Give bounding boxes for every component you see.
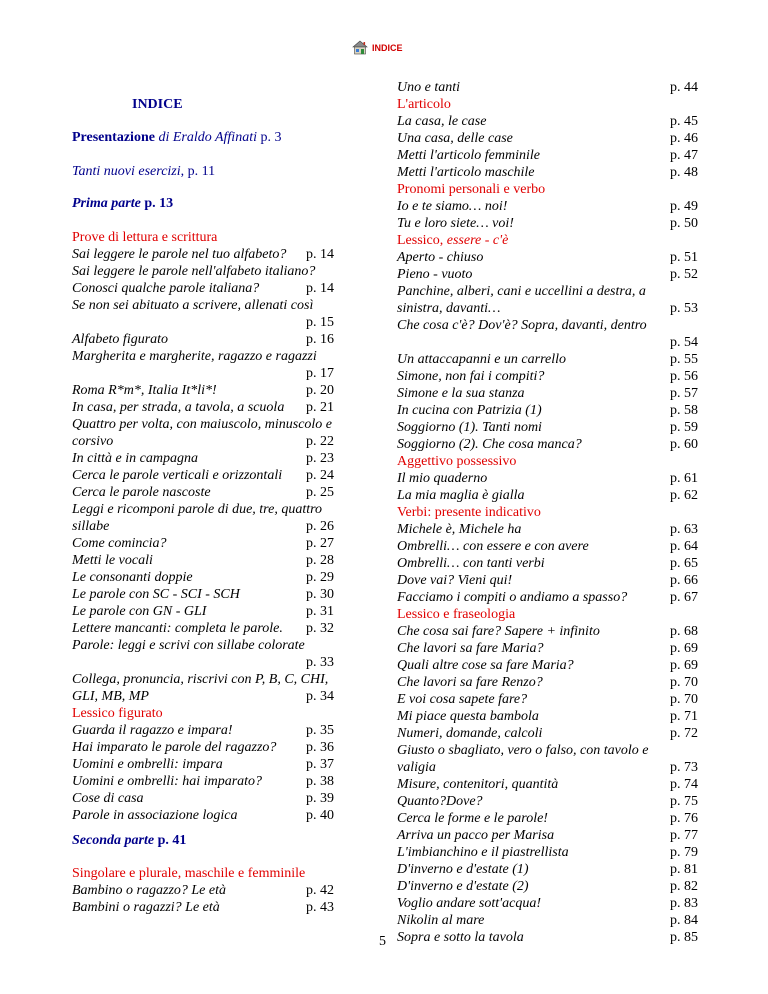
toc-entry-page: p. 26: [306, 519, 334, 534]
seconda-parte-page: p. 41: [157, 833, 187, 848]
section-heading: [397, 232, 698, 249]
toc-entry[interactable]: [72, 535, 334, 552]
toc-entry[interactable]: [397, 623, 698, 640]
toc-entry-page: p. 59: [670, 420, 698, 435]
toc-entry-title: Alfabeto figurato: [72, 332, 169, 347]
toc-entry-title: Metti l'articolo maschile: [397, 165, 535, 180]
toc-entry[interactable]: [72, 671, 334, 688]
toc-entry[interactable]: [397, 215, 698, 232]
toc-entry-page: p. 25: [306, 485, 334, 500]
toc-entry-title: Ombrelli… con essere e con avere: [397, 539, 589, 554]
toc-entry[interactable]: [397, 555, 698, 572]
home-icon: [352, 40, 368, 55]
toc-entry-title: In città e in campagna: [72, 451, 198, 466]
toc-entry-title: Che lavori sa fare Renzo?: [397, 675, 543, 690]
toc-entry[interactable]: [72, 382, 334, 399]
toc-entry[interactable]: [72, 603, 334, 620]
toc-entry-title: Sopra e sotto la tavola: [397, 930, 524, 945]
toc-entry-page: p. 58: [670, 403, 698, 418]
toc-entry-page: p. 33: [306, 655, 334, 670]
toc-entry-page: p. 83: [670, 896, 698, 911]
toc-entry-title: Le parole con GN - GLI: [72, 604, 207, 619]
toc-entry-title: Sai leggere le parole nel tuo alfabeto?: [72, 247, 287, 262]
toc-entry[interactable]: [397, 708, 698, 725]
toc-entry-page: p. 65: [670, 556, 698, 571]
toc-entry[interactable]: [397, 657, 698, 674]
toc-entry-title: Ombrelli… con tanti verbi: [397, 556, 545, 571]
toc-entry-page: p. 40: [306, 808, 334, 823]
toc-entry-page: p. 30: [306, 587, 334, 602]
section-heading-text: Lessico,: [397, 233, 447, 248]
toc-entry-page: p. 32: [306, 621, 334, 636]
toc-entry[interactable]: [397, 521, 698, 538]
section-heading: [397, 96, 698, 113]
toc-entry-page: p. 14: [306, 247, 334, 262]
toc-entry[interactable]: [397, 793, 698, 810]
toc-entry[interactable]: [72, 365, 334, 382]
toc-entry[interactable]: [397, 385, 698, 402]
toc-entry[interactable]: [397, 147, 698, 164]
toc-entry-page: p. 55: [670, 352, 698, 367]
toc-entry-page: p. 62: [670, 488, 698, 503]
toc-entry-title: sinistra, davanti…: [397, 301, 501, 316]
toc-entry[interactable]: [72, 790, 334, 807]
toc-entry-page: p. 68: [670, 624, 698, 639]
toc-entry-title: Cerca le parole verticali e orizzontali: [72, 468, 283, 483]
toc-entry-title: La mia maglia è gialla: [397, 488, 525, 503]
toc-entry-title: Bambino o ragazzo? Le età: [72, 883, 226, 898]
toc-entry-title: Roma R*m*, Italia It*li*!: [72, 383, 217, 398]
toc-entry-page: p. 57: [670, 386, 698, 401]
toc-entry-title: Margherita e margherite, ragazzo e ragazzi: [72, 349, 317, 364]
tanti-entry: [72, 163, 334, 180]
toc-entry[interactable]: [397, 402, 698, 419]
toc-entry[interactable]: [397, 742, 698, 759]
toc-entry-page: p. 35: [306, 723, 334, 738]
section-heading-text: Aggettivo possessivo: [397, 454, 517, 469]
toc-entry-title: Parole: leggi e scrivi con sillabe colorate: [72, 638, 305, 653]
toc-entry[interactable]: [397, 572, 698, 589]
toc-entry-page: p. 24: [306, 468, 334, 483]
toc-entry-title: Nikolin al mare: [397, 913, 485, 928]
toc-entry-title: corsivo: [72, 434, 114, 449]
toc-entry-page: p. 34: [306, 689, 334, 704]
toc-entry-page: p. 37: [306, 757, 334, 772]
toc-entry-page: p. 63: [670, 522, 698, 537]
toc-entry[interactable]: [72, 263, 334, 280]
toc-entry-title: La casa, le case: [397, 114, 487, 129]
toc-entry-title: Pieno - vuoto: [397, 267, 473, 282]
presentazione-entry: [72, 129, 334, 146]
toc-entry[interactable]: [72, 297, 334, 314]
prima-parte-label: Prima parte: [72, 196, 141, 211]
toc-entry[interactable]: [72, 518, 334, 535]
toc-entry-page: p. 75: [670, 794, 698, 809]
toc-entry[interactable]: [397, 317, 698, 334]
section-heading: [397, 606, 698, 623]
toc-entry-page: p. 67: [670, 590, 698, 605]
toc-entry[interactable]: [397, 895, 698, 912]
toc-entry-page: p. 39: [306, 791, 334, 806]
toc-entry[interactable]: [72, 416, 334, 433]
section-heading: [397, 181, 698, 198]
toc-entry[interactable]: [397, 249, 698, 266]
toc-entry-title: Uno e tanti: [397, 80, 460, 95]
toc-entry[interactable]: [397, 912, 698, 929]
toc-entry-title: D'inverno e d'estate (2): [397, 879, 529, 894]
toc-entry[interactable]: [397, 164, 698, 181]
toc-entry[interactable]: [397, 640, 698, 657]
toc-entry-title: Panchine, alberi, cani e uccellini a destra, a: [397, 284, 646, 299]
toc-entry-page: p. 21: [306, 400, 334, 415]
section-heading-italic: essere - c'è: [446, 233, 509, 248]
toc-entry-title: Guarda il ragazzo e impara!: [72, 723, 233, 738]
toc-entry-title: Come comincia?: [72, 536, 167, 551]
toc-entry[interactable]: [397, 827, 698, 844]
toc-entry[interactable]: [397, 929, 698, 946]
page-number: 5: [379, 934, 386, 949]
toc-entry-page: p. 52: [670, 267, 698, 282]
toc-entry[interactable]: [397, 810, 698, 827]
toc-entry-title: Quattro per volta, con maiuscolo, minuscolo e: [72, 417, 333, 432]
toc-entry-title: Hai imparato le parole del ragazzo?: [72, 740, 277, 755]
toc-entry-page: p. 14: [306, 281, 334, 296]
toc-entry-title: Uomini e ombrelli: hai imparato?: [72, 774, 263, 789]
toc-entry-page: p. 72: [670, 726, 698, 741]
toc-entry-page: p. 36: [306, 740, 334, 755]
presentazione-label: Presentazione: [72, 130, 155, 145]
toc-entry[interactable]: [397, 776, 698, 793]
toc-entry-title: Lettere mancanti: completa le parole.: [72, 621, 283, 636]
prima-parte: [72, 195, 334, 212]
toc-entry-page: p. 23: [306, 451, 334, 466]
tanti-page: , p. 11: [180, 164, 216, 179]
toc-entry[interactable]: [72, 586, 334, 603]
toc-entry-title: Simone e la sua stanza: [397, 386, 525, 401]
toc-entry[interactable]: [72, 331, 334, 348]
toc-entry-title: GLI, MB, MP: [72, 689, 149, 704]
toc-entry[interactable]: [397, 198, 698, 215]
seconda-parte: [72, 832, 334, 849]
toc-entry[interactable]: [72, 739, 334, 756]
toc-entry[interactable]: [397, 861, 698, 878]
toc-entry[interactable]: [72, 756, 334, 773]
toc-entry-title: Soggiorno (2). Che cosa manca?: [397, 437, 582, 452]
index-title: [132, 96, 334, 113]
toc-entry-title: Dove vai? Vieni qui!: [397, 573, 513, 588]
toc-entry-title: valigia: [397, 760, 436, 775]
toc-entry-page: p. 20: [306, 383, 334, 398]
index-title-text: INDICE: [132, 97, 183, 112]
toc-entry-page: p. 85: [670, 930, 698, 945]
toc-entry-title: Sai leggere le parole nell'alfabeto italiano?: [72, 264, 316, 279]
toc-entry-page: p. 27: [306, 536, 334, 551]
toc-entry-page: p. 43: [306, 900, 334, 915]
toc-entry-page: p. 79: [670, 845, 698, 860]
presentazione-page: p. 3: [260, 130, 282, 145]
toc-entry-title: Michele è, Michele ha: [397, 522, 522, 537]
toc-entry-page: p. 28: [306, 553, 334, 568]
toc-entry-title: Numeri, domande, calcoli: [397, 726, 543, 741]
toc-entry-title: Se non sei abituato a scrivere, allenati così: [72, 298, 314, 313]
toc-entry[interactable]: [72, 807, 334, 824]
toc-entry-title: Un attaccapanni e un carrello: [397, 352, 567, 367]
toc-entry-title: E voi cosa sapete fare?: [397, 692, 528, 707]
section-heading-text: Singolare e plurale, maschile e femminile: [72, 866, 306, 881]
toc-entry-page: p. 66: [670, 573, 698, 588]
toc-entry[interactable]: [72, 569, 334, 586]
toc-entry-page: p. 70: [670, 675, 698, 690]
toc-entry-page: p. 16: [306, 332, 334, 347]
toc-entry[interactable]: [397, 266, 698, 283]
section-heading-text: L'articolo: [397, 97, 451, 112]
toc-entry-title: Mi piace questa bambola: [397, 709, 539, 724]
prima-parte-page: p. 13: [144, 196, 174, 211]
toc-entry-title: Aperto - chiuso: [397, 250, 484, 265]
toc-entry-title: Uomini e ombrelli: impara: [72, 757, 223, 772]
toc-entry-title: Parole in associazione logica: [72, 808, 238, 823]
toc-entry[interactable]: [72, 637, 334, 654]
toc-entry[interactable]: [397, 368, 698, 385]
toc-entry[interactable]: [397, 283, 698, 300]
toc-entry-page: p. 73: [670, 760, 698, 775]
toc-entry-title: Tu e loro siete… voi!: [397, 216, 514, 231]
toc-entry-title: Metti l'articolo femminile: [397, 148, 540, 163]
toc-entry-title: Cose di casa: [72, 791, 144, 806]
toc-entry-page: p. 64: [670, 539, 698, 554]
toc-entry[interactable]: [72, 899, 334, 916]
toc-entry-page: p. 45: [670, 114, 698, 129]
toc-entry-page: p. 31: [306, 604, 334, 619]
toc-entry-title: sillabe: [72, 519, 110, 534]
toc-entry[interactable]: [72, 467, 334, 484]
toc-entry[interactable]: [397, 113, 698, 130]
toc-entry[interactable]: [397, 589, 698, 606]
toc-entry[interactable]: [72, 688, 334, 705]
section-heading: [397, 504, 698, 521]
toc-entry-page: p. 56: [670, 369, 698, 384]
toc-entry-title: Giusto o sbagliato, vero o falso, con tavolo e: [397, 743, 649, 758]
toc-entry-page: p. 29: [306, 570, 334, 585]
presentazione-author: di Eraldo Affinati: [158, 130, 257, 145]
toc-entry-title: Che cosa c'è? Dov'è? Sopra, davanti, dentro: [397, 318, 647, 333]
toc-entry-page: p. 53: [670, 301, 698, 316]
toc-entry[interactable]: [72, 882, 334, 899]
toc-entry-page: p. 77: [670, 828, 698, 843]
toc-entry-title: Leggi e ricomponi parole di due, tre, quattro: [72, 502, 323, 517]
toc-entry-title: Che lavori sa fare Maria?: [397, 641, 544, 656]
toc-entry[interactable]: [72, 450, 334, 467]
seconda-parte-label: Seconda parte: [72, 833, 155, 848]
toc-entry[interactable]: [397, 844, 698, 861]
toc-entry[interactable]: [397, 419, 698, 436]
toc-entry[interactable]: [72, 314, 334, 331]
toc-entry[interactable]: [72, 348, 334, 365]
toc-entry[interactable]: [397, 674, 698, 691]
toc-entry-title: Misure, contenitori, quantità: [397, 777, 559, 792]
toc-entry[interactable]: [397, 878, 698, 895]
index-nav-link[interactable]: [352, 40, 403, 55]
toc-entry-page: p. 44: [670, 80, 698, 95]
toc-entry-title: Bambini o ragazzi? Le età: [72, 900, 220, 915]
toc-entry[interactable]: [397, 538, 698, 555]
toc-entry-title: Simone, non fai i compiti?: [397, 369, 545, 384]
toc-entry-page: p. 81: [670, 862, 698, 877]
toc-entry-title: Arriva un pacco per Marisa: [397, 828, 555, 843]
toc-entry-page: p. 17: [306, 366, 334, 381]
toc-entry[interactable]: [72, 280, 334, 297]
toc-entry[interactable]: [397, 487, 698, 504]
toc-entry[interactable]: [72, 246, 334, 263]
toc-entry[interactable]: [397, 300, 698, 317]
toc-entry-page: p. 38: [306, 774, 334, 789]
toc-entry-page: p. 47: [670, 148, 698, 163]
section-heading-text: Lessico e fraseologia: [397, 607, 516, 622]
toc-entry-page: p. 70: [670, 692, 698, 707]
toc-entry-title: Una casa, delle case: [397, 131, 513, 146]
toc-entry[interactable]: [397, 436, 698, 453]
toc-entry[interactable]: [397, 130, 698, 147]
toc-entry-title: L'imbianchino e il piastrellista: [397, 845, 569, 860]
toc-entry-title: Cerca le parole nascoste: [72, 485, 211, 500]
toc-entry-title: In casa, per strada, a tavola, a scuola: [72, 400, 285, 415]
toc-entry-page: p. 15: [306, 315, 334, 330]
toc-entry-page: p. 76: [670, 811, 698, 826]
toc-entry-title: Voglio andare sott'acqua!: [397, 896, 542, 911]
toc-entry-title: Conosci qualche parole italiana?: [72, 281, 260, 296]
toc-entry-page: p. 69: [670, 641, 698, 656]
toc-entry-page: p. 50: [670, 216, 698, 231]
toc-entry-title: Soggiorno (1). Tanti nomi: [397, 420, 542, 435]
toc-entry-page: p. 61: [670, 471, 698, 486]
toc-entry-page: p. 54: [670, 335, 698, 350]
section-heading-text: Verbi: presente indicativo: [397, 505, 541, 520]
toc-entry[interactable]: [72, 399, 334, 416]
toc-entry-page: p. 69: [670, 658, 698, 673]
toc-entry-page: p. 42: [306, 883, 334, 898]
toc-entry[interactable]: [72, 620, 334, 637]
toc-entry-page: p. 74: [670, 777, 698, 792]
section-heading: [397, 453, 698, 470]
toc-entry[interactable]: [397, 334, 698, 351]
toc-entry[interactable]: [397, 470, 698, 487]
toc-entry-title: Le consonanti doppie: [72, 570, 193, 585]
toc-entry-page: p. 22: [306, 434, 334, 449]
toc-entry-page: p. 84: [670, 913, 698, 928]
toc-entry-title: Metti le vocali: [72, 553, 153, 568]
toc-entry[interactable]: [397, 691, 698, 708]
toc-entry[interactable]: [72, 722, 334, 739]
toc-entry-title: Il mio quaderno: [397, 471, 488, 486]
toc-entry-title: Io e te siamo… noi!: [397, 199, 508, 214]
toc-entry-title: Quali altre cose sa fare Maria?: [397, 658, 574, 673]
toc-entry-title: Cerca le forme e le parole!: [397, 811, 548, 826]
toc-entry[interactable]: [397, 725, 698, 742]
section-heading-text: Prove di lettura e scrittura: [72, 230, 218, 245]
toc-entry-page: p. 46: [670, 131, 698, 146]
toc-entry[interactable]: [397, 79, 698, 96]
toc-entry-page: p. 49: [670, 199, 698, 214]
toc-entry-title: D'inverno e d'estate (1): [397, 862, 529, 877]
toc-entry-title: In cucina con Patrizia (1): [397, 403, 542, 418]
toc-entry[interactable]: [72, 773, 334, 790]
toc-entry[interactable]: [72, 654, 334, 671]
toc-entry-page: p. 60: [670, 437, 698, 452]
toc-entry-page: p. 82: [670, 879, 698, 894]
toc-entry-title: Le parole con SC - SCI - SCH: [72, 587, 240, 602]
toc-entry-page: p. 48: [670, 165, 698, 180]
toc-entry-page: p. 71: [670, 709, 698, 724]
toc-entry[interactable]: [397, 759, 698, 776]
section-heading: [72, 229, 334, 246]
section-heading: [72, 865, 334, 882]
toc-entry[interactable]: [72, 433, 334, 450]
toc-entry[interactable]: [72, 501, 334, 518]
toc-entry-page: p. 51: [670, 250, 698, 265]
toc-entry-title: Collega, pronuncia, riscrivi con P, B, C, CHI,: [72, 672, 329, 687]
toc-entry-title: Quanto?Dove?: [397, 794, 483, 809]
toc-entry-title: Che cosa sai fare? Sapere + infinito: [397, 624, 600, 639]
toc-entry-title: Facciamo i compiti o andiamo a spasso?: [397, 590, 628, 605]
section-heading: [72, 705, 334, 722]
tanti-title: Tanti nuovi esercizi: [72, 164, 181, 179]
section-heading-text: Pronomi personali e verbo: [397, 182, 546, 197]
index-nav-label: INDICE: [372, 42, 403, 53]
toc-entry[interactable]: [397, 351, 698, 368]
toc-entry[interactable]: [72, 484, 334, 501]
section-heading-text: Lessico figurato: [72, 706, 163, 721]
toc-entry[interactable]: [72, 552, 334, 569]
